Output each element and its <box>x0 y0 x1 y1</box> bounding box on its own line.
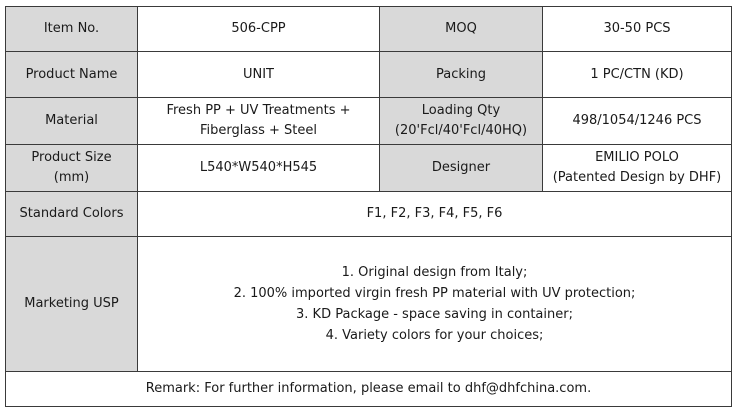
product-name-value: UNIT <box>138 52 380 98</box>
product-size-value: L540*W540*H545 <box>138 145 380 192</box>
table-row <box>6 192 732 237</box>
loading-qty-label-line: Loading Qty <box>421 103 501 118</box>
packing-label: Packing <box>380 52 543 98</box>
moq-label: MOQ <box>380 7 543 52</box>
material-label: Material <box>6 98 138 145</box>
moq-value: 30-50 PCS <box>543 7 732 52</box>
product-spec-table <box>5 6 732 407</box>
product-size-label-line: (mm) <box>53 170 90 185</box>
list-item: 4. Variety colors for your choices; <box>325 328 544 343</box>
table-row <box>6 7 732 52</box>
material-value <box>138 98 380 145</box>
loading-qty-value: 498/1054/1246 PCS <box>543 98 732 145</box>
item-no-value: 506-CPP <box>138 7 380 52</box>
packing-value: 1 PC/CTN (KD) <box>543 52 732 98</box>
item-no-label: Item No. <box>6 7 138 52</box>
designer-value-line: (Patented Design by DHF) <box>552 170 722 185</box>
table-row <box>6 372 732 407</box>
designer-label: Designer <box>380 145 543 192</box>
marketing-usp-value <box>138 237 732 372</box>
usp-list <box>142 262 727 346</box>
marketing-usp-label: Marketing USP <box>6 237 138 372</box>
designer-value-line: EMILIO POLO <box>595 150 679 165</box>
loading-qty-label-line: (20'Fcl/40'Fcl/40HQ) <box>394 123 528 138</box>
material-value-line: Fresh PP + UV Treatments + <box>166 103 351 118</box>
table-row <box>6 52 732 98</box>
loading-qty-label <box>380 98 543 145</box>
list-item: 3. KD Package - space saving in container; <box>296 307 573 322</box>
table-row <box>6 237 732 372</box>
standard-colors-label: Standard Colors <box>6 192 138 237</box>
list-item: 2. 100% imported virgin fresh PP material with UV protection; <box>233 286 636 301</box>
designer-value <box>543 145 732 192</box>
table-row <box>6 145 732 192</box>
table-row <box>6 98 732 145</box>
remark-text: Remark: For further information, please email to dhf@dhfchina.com. <box>6 372 732 407</box>
product-name-label: Product Name <box>6 52 138 98</box>
product-size-label <box>6 145 138 192</box>
list-item: 1. Original design from Italy; <box>341 265 528 280</box>
product-size-label-line: Product Size <box>31 150 112 165</box>
standard-colors-value: F1, F2, F3, F4, F5, F6 <box>138 192 732 237</box>
material-value-line: Fiberglass + Steel <box>200 123 317 138</box>
